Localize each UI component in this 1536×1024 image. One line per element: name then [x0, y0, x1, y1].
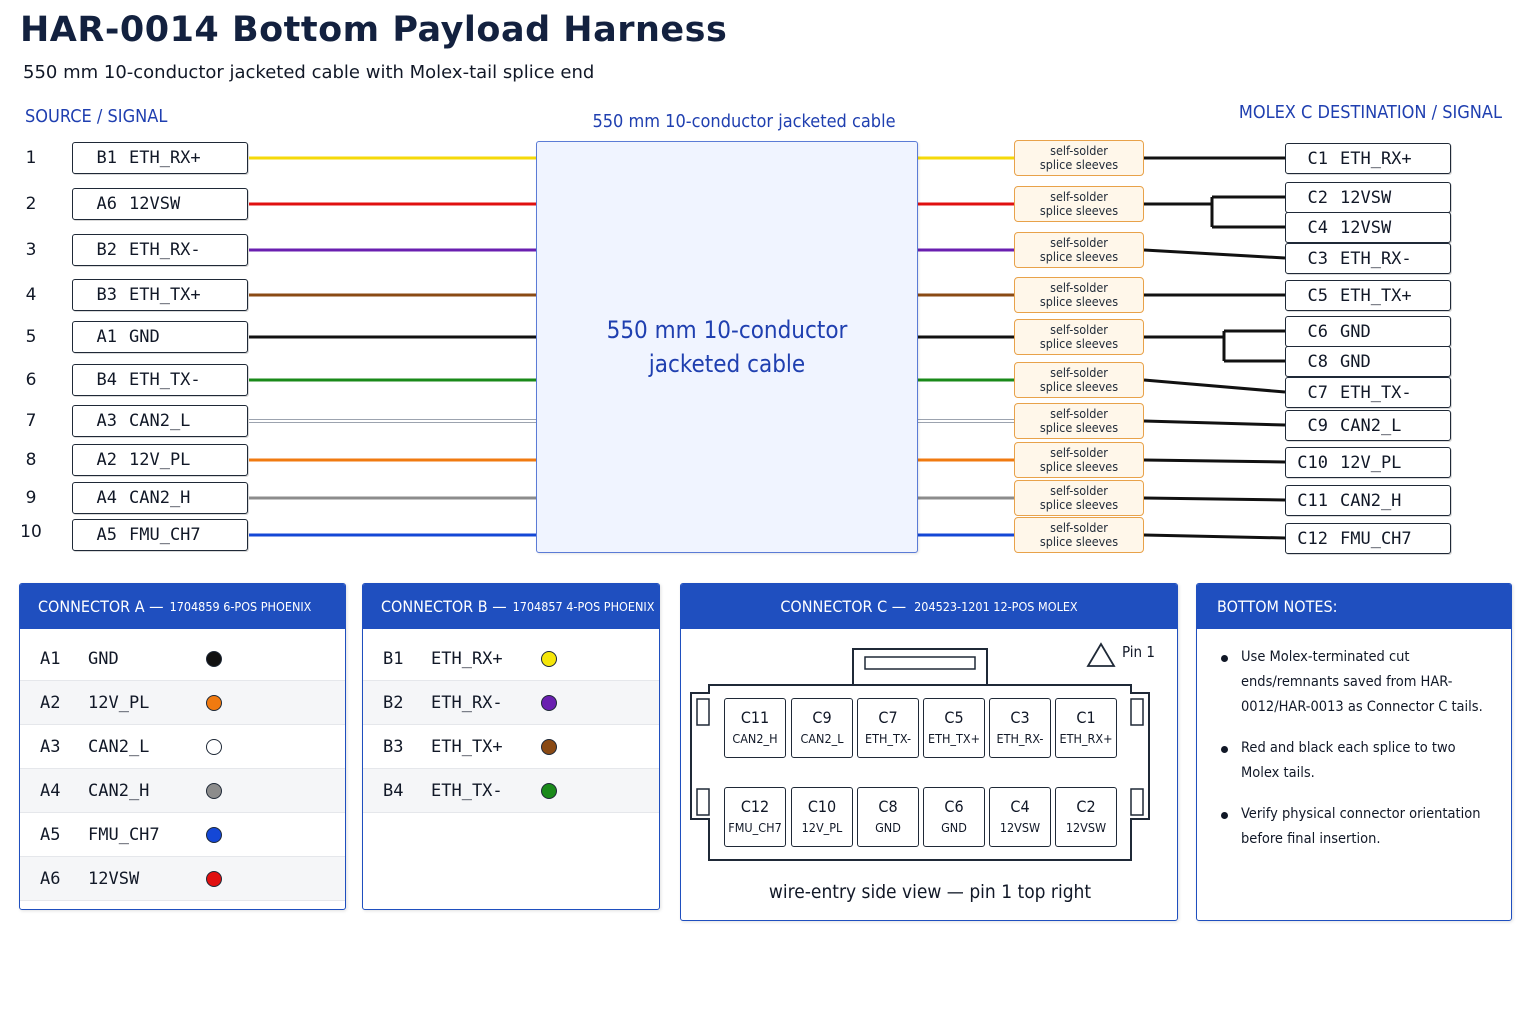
- molex-cavity: [1055, 787, 1117, 847]
- destination-pin-box: [1285, 316, 1451, 347]
- destination-pin-box: [1285, 447, 1451, 478]
- cavity-pin: C8: [878, 797, 898, 816]
- table-row: [20, 813, 345, 857]
- wire-number: 7: [25, 411, 37, 431]
- splice-label-line1: self-solder: [1050, 365, 1108, 380]
- pin-id: B3: [383, 736, 404, 757]
- molex-cavity: [724, 698, 786, 758]
- source-pin-id: A2: [96, 450, 117, 470]
- notes-list: [1197, 645, 1511, 852]
- cavity-signal: ETH_RX+: [1059, 731, 1113, 746]
- cavity-pin: C5: [944, 708, 964, 727]
- destination-pin-signal: GND: [1340, 351, 1371, 372]
- destination-pin-box: [1285, 377, 1451, 408]
- destination-pin-id: C4: [1307, 217, 1328, 238]
- splice-label-line1: self-solder: [1050, 322, 1108, 337]
- molex-cavity: [791, 787, 853, 847]
- wire-number: 1: [25, 148, 37, 168]
- wire-color-swatch: [541, 783, 557, 799]
- wire-color-swatch: [541, 739, 557, 755]
- splice-label-line1: self-solder: [1050, 445, 1108, 460]
- molex-cavity: [857, 698, 919, 758]
- cavity-pin: C4: [1010, 797, 1030, 816]
- cavity-signal: 12VSW: [1065, 820, 1107, 835]
- wire-number: 10: [20, 522, 42, 542]
- cavity-signal: GND: [875, 820, 901, 835]
- destination-pin-box: [1285, 280, 1451, 311]
- pin-signal: ETH_RX-: [431, 692, 503, 713]
- pin-id: A5: [40, 824, 61, 845]
- cavity-signal: 12V_PL: [801, 820, 843, 835]
- molex-cavity: [989, 787, 1051, 847]
- notes-header: [1197, 584, 1511, 629]
- destination-pin-signal: FMU_CH7: [1340, 528, 1412, 549]
- tail-wire: [1144, 535, 1285, 538]
- source-pin-box: [72, 405, 248, 437]
- connector-b-header: [363, 584, 659, 629]
- source-pin-id: A4: [96, 488, 117, 508]
- destination-pin-id: C6: [1307, 321, 1328, 342]
- splice-sleeve: [1014, 480, 1144, 516]
- wire-number: 2: [25, 194, 37, 214]
- pin-signal: CAN2_L: [88, 736, 150, 757]
- source-pin-id: B4: [96, 370, 117, 390]
- splice-label-line2: splice sleeves: [1039, 294, 1119, 309]
- wire-color-swatch: [206, 651, 222, 667]
- wire-color-swatch: [206, 739, 222, 755]
- connector-c-panel: [680, 583, 1178, 921]
- destination-pin-box: [1285, 485, 1451, 516]
- pin-id: A4: [40, 780, 61, 801]
- cavity-pin: C7: [878, 708, 898, 727]
- wire-number: 3: [25, 240, 37, 260]
- source-pin-box: [72, 482, 248, 514]
- connector-a-header: [20, 584, 345, 629]
- destination-pin-box: [1285, 346, 1451, 377]
- pin-signal: FMU_CH7: [88, 824, 160, 845]
- destination-pin-signal: GND: [1340, 321, 1371, 342]
- cavity-signal: 12VSW: [999, 820, 1041, 835]
- source-pin-id: B2: [96, 240, 117, 260]
- source-pin-id: B1: [96, 148, 117, 168]
- cavity-signal: CAN2_H: [732, 731, 778, 746]
- source-pin-box: [72, 234, 248, 266]
- table-row: [363, 725, 659, 769]
- source-pin-box: [72, 279, 248, 311]
- source-pin-signal: 12VSW: [129, 194, 181, 214]
- splice-label-line1: self-solder: [1050, 143, 1108, 158]
- splice-label-line1: self-solder: [1050, 189, 1108, 204]
- notes-title: BOTTOM NOTES:: [1217, 597, 1338, 616]
- destination-pin-signal: 12VSW: [1340, 217, 1392, 238]
- source-pin-box: [72, 321, 248, 353]
- source-pin-id: B3: [96, 285, 117, 305]
- wire-color-swatch: [206, 827, 222, 843]
- destination-pin-signal: ETH_RX-: [1340, 248, 1412, 269]
- pin-id: A2: [40, 692, 61, 713]
- source-pin-id: A6: [96, 194, 117, 214]
- splice-label-line2: splice sleeves: [1039, 497, 1119, 512]
- connector-c-header: [681, 584, 1177, 629]
- destination-pin-box: [1285, 523, 1451, 554]
- cavity-signal: ETH_TX+: [927, 731, 981, 746]
- table-row: [363, 681, 659, 725]
- connector-c-title: CONNECTOR C —: [780, 597, 907, 616]
- source-pin-signal: ETH_TX-: [129, 370, 201, 390]
- splice-label-line2: splice sleeves: [1039, 157, 1119, 172]
- pin-signal: 12VSW: [88, 868, 140, 889]
- pin-id: B2: [383, 692, 404, 713]
- source-pin-signal: FMU_CH7: [129, 525, 201, 545]
- destination-pin-id: C5: [1307, 285, 1328, 306]
- source-pin-box: [72, 519, 248, 551]
- cavity-signal: FMU_CH7: [728, 820, 782, 835]
- destination-pin-id: C2: [1307, 187, 1328, 208]
- source-pin-signal: GND: [129, 327, 160, 347]
- source-pin-signal: CAN2_H: [129, 488, 191, 508]
- tail-wire: [1144, 498, 1285, 500]
- molex-cavity: [989, 698, 1051, 758]
- destination-pin-signal: CAN2_H: [1340, 490, 1402, 511]
- splice-sleeve: [1014, 362, 1144, 398]
- splice-label-line1: self-solder: [1050, 280, 1108, 295]
- splice-label-line2: splice sleeves: [1039, 379, 1119, 394]
- splice-label-line2: splice sleeves: [1039, 420, 1119, 435]
- splice-sleeve: [1014, 517, 1144, 553]
- note-item: Verify physical connector orientation before final insertion.: [1221, 802, 1493, 852]
- pin1-label: Pin 1: [1122, 643, 1155, 661]
- wire-color-swatch: [541, 651, 557, 667]
- cable-heading: 550 mm 10-conductor jacketed cable: [592, 111, 896, 132]
- pin-signal: ETH_RX+: [431, 648, 503, 669]
- cavity-pin: C12: [740, 797, 770, 816]
- splice-sleeve: [1014, 232, 1144, 268]
- destination-pin-signal: ETH_RX+: [1340, 148, 1412, 169]
- pin-signal: CAN2_H: [88, 780, 150, 801]
- table-row: [363, 637, 659, 681]
- wire-color-swatch: [206, 695, 222, 711]
- table-row: [20, 857, 345, 901]
- molex-housing-outline: [681, 629, 1178, 921]
- molex-cavity: [724, 787, 786, 847]
- connector-a-panel: [19, 583, 346, 910]
- tail-wire: [1144, 250, 1285, 258]
- cable-label: 550 mm 10-conductor jacketed cable: [606, 316, 848, 378]
- destination-pin-id: C9: [1307, 415, 1328, 436]
- destination-pin-id: C7: [1307, 382, 1328, 403]
- splice-label-line1: self-solder: [1050, 235, 1108, 250]
- cavity-pin: C1: [1076, 708, 1096, 727]
- connector-b-part: 1704857 4-POS PHOENIX: [512, 599, 655, 614]
- table-row: [20, 769, 345, 813]
- wire-number: 5: [25, 327, 37, 347]
- splice-label-line2: splice sleeves: [1039, 203, 1119, 218]
- splice-sleeve: [1014, 403, 1144, 439]
- source-pin-id: A3: [96, 411, 117, 431]
- destination-pin-id: C8: [1307, 351, 1328, 372]
- note-item: Use Molex-terminated cut ends/remnants saved from HAR-0012/HAR-0013 as Connector C tails.: [1221, 645, 1493, 720]
- source-pin-signal: ETH_TX+: [129, 285, 201, 305]
- table-row: [20, 725, 345, 769]
- cavity-signal: CAN2_L: [800, 731, 844, 746]
- splice-sleeve: [1014, 277, 1144, 313]
- table-row: [20, 681, 345, 725]
- pin-signal: ETH_TX+: [431, 736, 503, 757]
- destination-pin-box: [1285, 243, 1451, 274]
- cavity-pin: C2: [1076, 797, 1096, 816]
- cavity-signal: GND: [941, 820, 967, 835]
- table-row: [363, 769, 659, 813]
- source-pin-signal: CAN2_L: [129, 411, 191, 431]
- cavity-pin: C11: [740, 708, 770, 727]
- cavity-signal: ETH_RX-: [996, 731, 1044, 746]
- destination-pin-id: C11: [1297, 490, 1328, 511]
- connector-c-caption: wire-entry side view — pin 1 top right: [768, 881, 1092, 903]
- destination-pin-box: [1285, 410, 1451, 441]
- molex-cavity: [923, 787, 985, 847]
- splice-sleeve: [1014, 186, 1144, 222]
- wire-color-swatch: [206, 871, 222, 887]
- cavity-signal: ETH_TX-: [864, 731, 912, 746]
- pin-signal: 12V_PL: [88, 692, 150, 713]
- wire-number: 4: [25, 285, 37, 305]
- destination-pin-signal: ETH_TX+: [1340, 285, 1412, 306]
- connector-b-panel: [362, 583, 660, 910]
- splice-label-line1: self-solder: [1050, 520, 1108, 535]
- destination-pin-signal: 12VSW: [1340, 187, 1392, 208]
- connector-a-title: CONNECTOR A —: [38, 597, 164, 616]
- table-row: [20, 637, 345, 681]
- source-pin-signal: 12V_PL: [129, 450, 191, 470]
- splice-sleeve: [1014, 319, 1144, 355]
- source-pin-box: [72, 142, 248, 174]
- connector-a-part: 1704859 6-POS PHOENIX: [169, 599, 312, 614]
- connector-a-table: [20, 629, 345, 901]
- pin-signal: ETH_TX-: [431, 780, 503, 801]
- source-pin-signal: ETH_RX+: [129, 148, 201, 168]
- pin-id: A6: [40, 868, 61, 889]
- pin-id: B1: [383, 648, 404, 669]
- tail-wire: [1144, 460, 1285, 462]
- source-pin-box: [72, 364, 248, 396]
- pin-id: B4: [383, 780, 404, 801]
- cavity-pin: C10: [807, 797, 837, 816]
- tail-wire: [1144, 421, 1285, 425]
- cavity-pin: C3: [1010, 708, 1030, 727]
- destination-pin-signal: ETH_TX-: [1340, 382, 1412, 403]
- molex-cavity: [1055, 698, 1117, 758]
- cavity-pin: C6: [944, 797, 964, 816]
- splice-label-line2: splice sleeves: [1039, 249, 1119, 264]
- pin-id: A1: [40, 648, 61, 669]
- wire-color-swatch: [206, 783, 222, 799]
- splice-label-line1: self-solder: [1050, 483, 1108, 498]
- destination-pin-signal: 12V_PL: [1340, 452, 1402, 473]
- destination-pin-box: [1285, 212, 1451, 243]
- connector-b-table: [363, 629, 659, 813]
- page-subtitle: 550 mm 10-conductor jacketed cable with Molex-tail splice end: [23, 62, 595, 83]
- source-pin-signal: ETH_RX-: [129, 240, 201, 260]
- source-pin-id: A5: [96, 525, 117, 545]
- wire-number: 9: [25, 488, 37, 508]
- molex-cavity: [791, 698, 853, 758]
- splice-sleeve: [1014, 442, 1144, 478]
- destination-pin-id: C3: [1307, 248, 1328, 269]
- source-heading: SOURCE / SIGNAL: [25, 106, 168, 127]
- splice-sleeve: [1014, 140, 1144, 176]
- molex-cavity: [923, 698, 985, 758]
- wire-color-swatch: [541, 695, 557, 711]
- splice-label-line2: splice sleeves: [1039, 534, 1119, 549]
- source-pin-id: A1: [96, 327, 117, 347]
- cable-body: [536, 141, 918, 553]
- molex-cavity: [857, 787, 919, 847]
- pin-signal: GND: [88, 648, 119, 669]
- splice-label-line1: self-solder: [1050, 406, 1108, 421]
- note-item: Red and black each splice to two Molex tails.: [1221, 736, 1493, 786]
- splice-label-line2: splice sleeves: [1039, 336, 1119, 351]
- source-pin-box: [72, 444, 248, 476]
- pin1-triangle-icon: [1088, 644, 1114, 666]
- cavity-pin: C9: [812, 708, 832, 727]
- destination-pin-signal: CAN2_L: [1340, 415, 1402, 436]
- page-title: HAR-0014 Bottom Payload Harness: [20, 10, 728, 50]
- tail-wire: [1144, 380, 1285, 392]
- destination-pin-box: [1285, 182, 1451, 213]
- destination-heading: MOLEX C DESTINATION / SIGNAL: [1238, 102, 1502, 123]
- wire-number: 6: [25, 370, 37, 390]
- pin-id: A3: [40, 736, 61, 757]
- destination-pin-id: C10: [1297, 452, 1328, 473]
- notes-panel: [1196, 583, 1512, 921]
- destination-pin-id: C12: [1297, 528, 1328, 549]
- destination-pin-box: [1285, 143, 1451, 174]
- source-pin-box: [72, 188, 248, 220]
- wire-number: 8: [25, 450, 37, 470]
- splice-label-line2: splice sleeves: [1039, 459, 1119, 474]
- destination-pin-id: C1: [1307, 148, 1328, 169]
- connector-c-part: 204523-1201 12-POS MOLEX: [914, 599, 1078, 614]
- connector-b-title: CONNECTOR B —: [381, 597, 507, 616]
